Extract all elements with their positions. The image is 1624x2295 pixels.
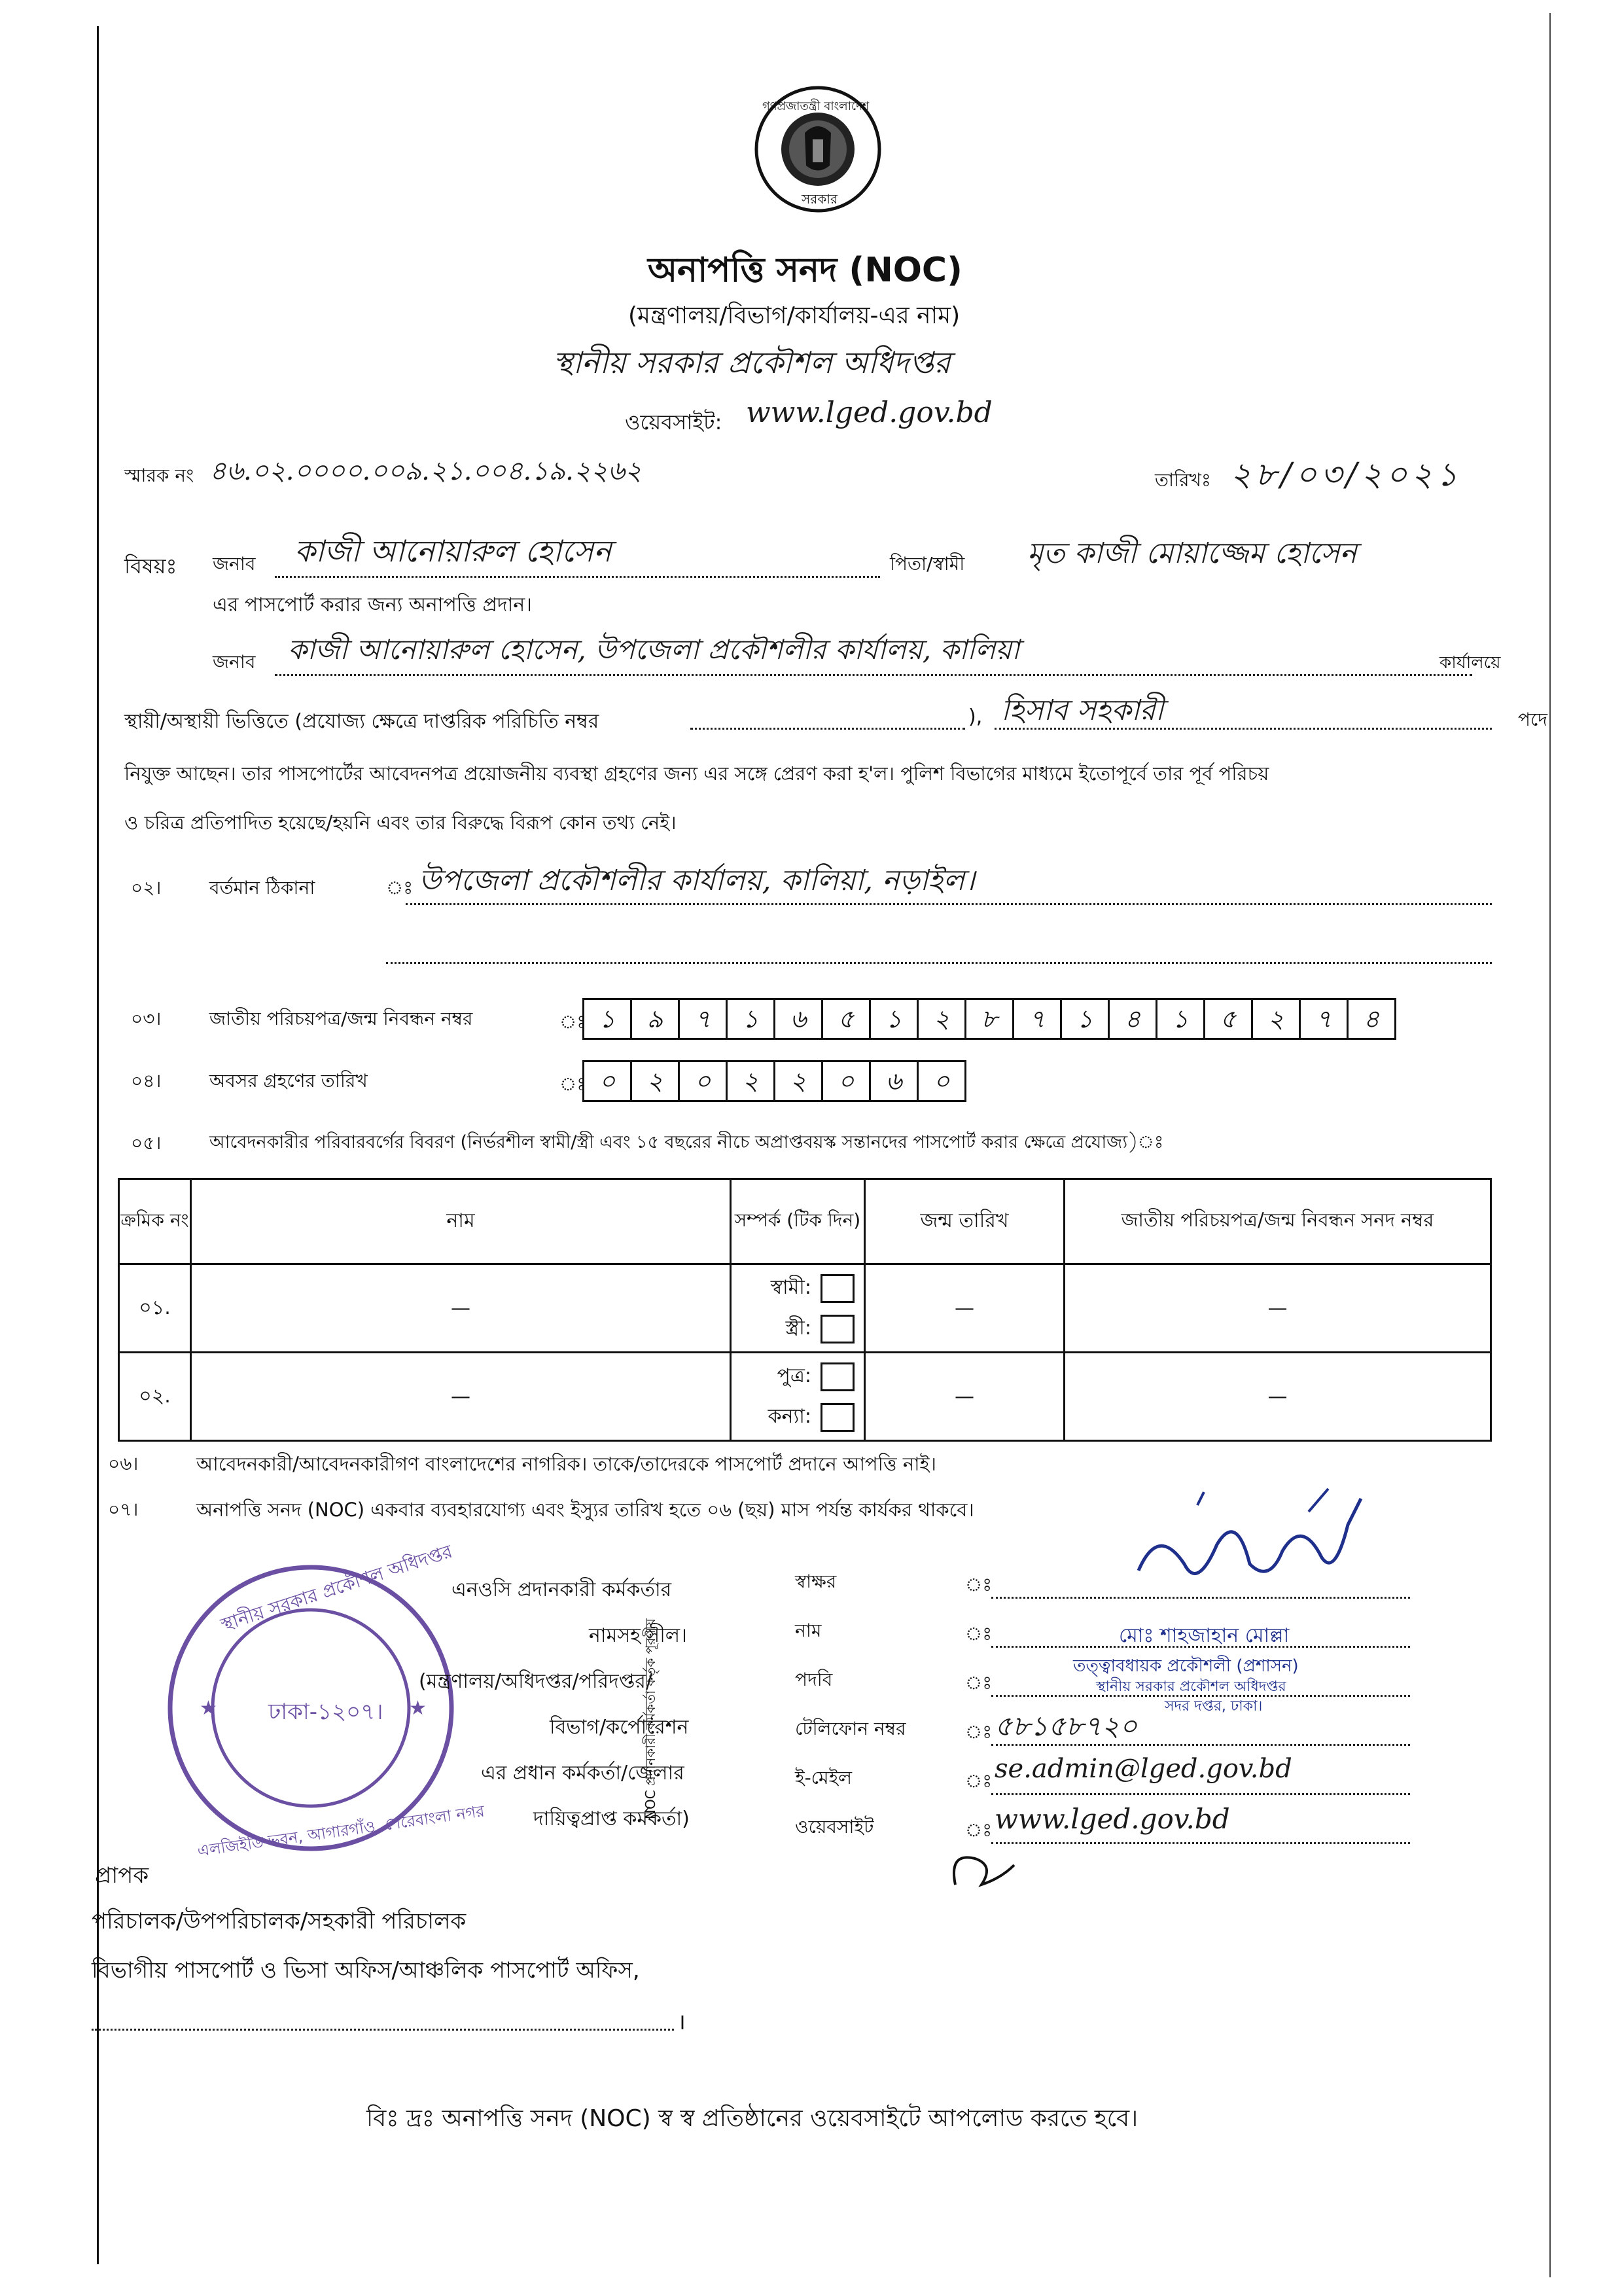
item03-number: ০৩। — [131, 1008, 162, 1029]
retire-digit: ০ — [821, 1060, 871, 1102]
item06-number: ০৬। — [108, 1453, 139, 1474]
row-dob: — — [865, 1353, 1065, 1441]
date-value: ২৮/০৩/২০২১ — [1230, 455, 1462, 493]
nid-digit: ১ — [869, 998, 919, 1040]
nid-digit: ৭ — [1012, 998, 1062, 1040]
field-website-dots — [991, 1842, 1410, 1844]
website-value: www.lged.gov.bd — [746, 396, 993, 429]
header-dob: জন্ম তারিখ — [865, 1179, 1065, 1264]
retire-digit: ০ — [678, 1060, 728, 1102]
issuer-vertical-note: NOC প্রদানকারী কর্মকর্তা কর্তৃক পূরণীয় — [643, 1618, 658, 1819]
subject-name: কাজী আনোয়ারুল হোসেন — [294, 533, 612, 569]
relation-daughter-checkbox[interactable] — [821, 1403, 855, 1432]
header-serial: ক্রমিক নং — [119, 1179, 191, 1264]
field-email-label: ই-মেইল — [795, 1767, 853, 1788]
nid-digit: ১ — [1060, 998, 1110, 1040]
para-line4: ও চরিত্র প্রতিপাদিত হয়েছে/হয়নি এবং তার বিরুদ্ধে বিরূপ কোন তথ্য নেই। — [124, 811, 677, 834]
item02-value: উপজেলা প্রকৌশলীর কার্যালয়, কালিয়া, নড়াইল। — [419, 864, 975, 897]
subject-line2: এর পাসপোর্ট করার জন্য অনাপত্তি প্রদান। — [213, 594, 532, 616]
item03-label: জাতীয় পরিচয়পত্র/জন্ম নিবন্ধন নম্বর — [209, 1008, 473, 1029]
page-subtitle: (মন্ত্রণালয়/বিভাগ/কার্যালয়-এর নাম) — [628, 302, 961, 329]
row-nid: — — [1065, 1353, 1491, 1441]
para-name-office: কাজী আনোয়ারুল হোসেন, উপজেলা প্রকৌশলীর কার্যালয়, কালিয়া — [288, 633, 1020, 666]
row-relation — [731, 1264, 865, 1353]
para-name-dots — [275, 674, 1472, 676]
row-relation — [731, 1353, 865, 1441]
office-name: স্থানীয় সরকার প্রকৌশল অধিদপ্তর — [553, 345, 951, 380]
para-janab: জনাব — [213, 651, 256, 673]
nid-digit: ১ — [1156, 998, 1205, 1040]
item07-text: অনাপত্তি সনদ (NOC) একবার ব্যবহারযোগ্য এবং ইস্যুর তারিখ হতে ০৬ (ছয়) মাস পর্যন্ত কার্যকর থাকবে। — [196, 1499, 974, 1521]
nid-digit: ৪ — [1108, 998, 1157, 1040]
para-designation: হিসাব সহকারী — [1001, 694, 1164, 727]
nid-digit: ১ — [726, 998, 775, 1040]
field-phone-colon: ঃ — [965, 1721, 993, 1743]
field-phone-value: ৫৮১৫৮৭২০ — [995, 1710, 1138, 1742]
field-designation-value: তত্ত্বাবধায়ক প্রকৌশলী (প্রশাসন) — [1073, 1656, 1299, 1676]
family-table-header — [119, 1179, 1491, 1264]
item02-dots-2 — [386, 962, 1492, 964]
issuer-line-3: (মন্ত্রণালয়/অধিদপ্তর/পরিদপ্তর/ — [419, 1670, 653, 1693]
relation-son-checkbox[interactable] — [821, 1362, 855, 1391]
item02-number: ০২। — [131, 877, 162, 898]
retire-digit: ২ — [630, 1060, 680, 1102]
para-office-suffix: কার্যালয়ে — [1439, 653, 1501, 673]
recipient-label: প্রাপক — [95, 1862, 149, 1889]
stamp-office-line: স্থানীয় সরকার প্রকৌশল অধিদপ্তর — [1096, 1679, 1286, 1695]
field-designation-colon: ঃ — [965, 1672, 993, 1694]
item04-label: অবসর গ্রহণের তারিখ — [209, 1070, 368, 1092]
header-relation: সম্পর্ক (টিক দিন) — [731, 1179, 865, 1264]
header-name: নাম — [191, 1179, 731, 1264]
header-nid: জাতীয় পরিচয়পত্র/জন্ম নিবন্ধন সনদ নম্বর — [1065, 1179, 1491, 1264]
issuer-line-5: এর প্রধান কর্মকর্তা/জেলার — [481, 1762, 684, 1785]
subject-janab: জনাব — [213, 553, 256, 575]
item02-dots-1 — [406, 903, 1492, 905]
nid-digit: ৭ — [678, 998, 728, 1040]
row-name: — — [191, 1264, 731, 1353]
nid-digit: ৬ — [773, 998, 823, 1040]
nid-digit: ৪ — [1347, 998, 1396, 1040]
memo-label: স্মারক নং — [124, 465, 194, 486]
issuer-line-1: এনওসি প্রদানকারী কর্মকর্তার — [451, 1578, 672, 1601]
row-nid: — — [1065, 1264, 1491, 1353]
nid-digit: ২ — [917, 998, 966, 1040]
nid-digit: ৮ — [964, 998, 1014, 1040]
retire-digit: ৬ — [869, 1060, 919, 1102]
row-dob: — — [865, 1264, 1065, 1353]
item07-number: ০৭। — [108, 1499, 139, 1520]
date-label: তারিখঃ — [1155, 469, 1211, 491]
item05-number: ০৫। — [131, 1132, 162, 1154]
field-email-value: se.admin@lged.gov.bd — [995, 1754, 1292, 1784]
table-row — [119, 1353, 1491, 1441]
item02-label: বর্তমান ঠিকানা — [209, 877, 315, 898]
nid-digit: ৫ — [1203, 998, 1253, 1040]
recipient-line1: পরিচালক/উপপরিচালক/সহকারী পরিচালক — [92, 1908, 467, 1934]
row-name: — — [191, 1353, 731, 1441]
subject-label: বিষয়ঃ — [124, 554, 177, 578]
para-line2-close: ), — [968, 705, 983, 728]
round-seal-center: ঢাকা-১২০৭। — [268, 1699, 383, 1725]
field-designation-label: পদবি — [795, 1669, 833, 1690]
svg-text:★: ★ — [409, 1697, 427, 1720]
subject-father-value: মৃত কাজী মোয়াজ্জেম হোসেন — [1027, 537, 1357, 570]
recipient-dots — [92, 2029, 674, 2031]
round-seal-bottom: এলজিইডি ভবন, আগারগাঁও, শেরেবাংলা নগর — [196, 1802, 486, 1860]
field-name-value: মোঃ শাহজাহান মোল্লা — [1119, 1624, 1290, 1647]
right-border-line — [1549, 13, 1551, 2277]
para-line2-dots — [690, 728, 965, 730]
issuer-line-2: নামসহ সীল। — [589, 1624, 687, 1647]
initials-icon — [942, 1839, 1027, 1898]
seal-ring-text: গণপ্রজাতন্ত্রী বাংলাদেশ — [762, 99, 870, 113]
row-serial: ০২. — [119, 1353, 191, 1441]
para-line2-start: স্থায়ী/অস্থায়ী ভিত্তিতে (প্রযোজ্য ক্ষেত্রে দাপ্তরিক পরিচিতি নম্বর — [124, 710, 599, 733]
relation-daughter-label: কন্যা: — [768, 1405, 811, 1428]
field-name-label: নাম — [795, 1620, 822, 1641]
row-serial: ০১. — [119, 1264, 191, 1353]
relation-husband-checkbox[interactable] — [821, 1274, 855, 1303]
nid-digit: ১ — [582, 998, 632, 1040]
nid-boxes — [582, 998, 1394, 1040]
seal-bottom-text: সরকার — [802, 191, 838, 207]
field-website-label: ওয়েবসাইট — [795, 1816, 874, 1838]
initials-mark — [942, 1839, 1027, 1898]
svg-text:★: ★ — [200, 1697, 217, 1720]
table-row — [119, 1264, 1491, 1353]
website-label: ওয়েবসাইট: — [625, 410, 722, 435]
field-email-colon: ঃ — [965, 1770, 993, 1792]
subject-father-label: পিতা/স্বামী — [890, 553, 965, 575]
nid-digit: ৭ — [1299, 998, 1349, 1040]
nid-digit: ৯ — [630, 998, 680, 1040]
field-phone-label: টেলিফোন নম্বর — [795, 1718, 906, 1739]
item03-colon: ঃ — [559, 1011, 587, 1033]
retire-digit: ০ — [917, 1060, 966, 1102]
subject-name-dots — [275, 576, 880, 578]
recipient-line2: বিভাগীয় পাসপোর্ট ও ভিসা অফিস/আঞ্চলিক পাসপোর্ট অফিস, — [92, 1957, 640, 1984]
page-title: অনাপত্তি সনদ (NOC) — [648, 251, 962, 290]
para-line2-end: পদে — [1518, 709, 1547, 730]
para-designation-dots — [995, 728, 1492, 730]
item05-label: আবেদনকারীর পরিবারবর্গের বিবরণ (নির্ভরশীল স্বামী/স্ত্রী এবং ১৫ বছরের নীচে অপ্রাপ্তবয়স্ক সন্তানদের পাসপোর্ট করার ক্ষেত্রে প্রযোজ্য)ঃ — [209, 1132, 1164, 1152]
item04-number: ০৪। — [131, 1070, 162, 1092]
item06-text: আবেদনকারী/আবেদনকারীগণ বাংলাদেশের নাগরিক। তাকে/তাদেরকে পাসপোর্ট প্রদানে আপত্তি নাই। — [196, 1453, 937, 1475]
recipient-line3: । — [677, 2009, 686, 2035]
issuer-line-4: বিভাগ/কর্পোরেশন — [550, 1716, 689, 1739]
field-email-dots — [991, 1793, 1410, 1795]
field-signature-colon: ঃ — [965, 1574, 993, 1595]
nid-digit: ২ — [1251, 998, 1301, 1040]
retire-digit: ২ — [726, 1060, 775, 1102]
relation-husband-label: স্বামী: — [770, 1276, 811, 1299]
footer-note: বিঃ দ্রঃ অনাপত্তি সনদ (NOC) স্ব স্ব প্রতিষ্ঠানের ওয়েবসাইটে আপলোড করতে হবে। — [366, 2105, 1139, 2132]
memo-value: ৪৬.০২.০০০০.০০৯.২১.০০৪.১৯.২২৬২ — [209, 456, 642, 486]
retire-date-boxes — [582, 1060, 964, 1102]
item02-colon: ঃ — [386, 877, 414, 898]
para-line3: নিযুক্ত আছেন। তার পাসপোর্টের আবেদনপত্র প্রয়োজনীয় ব্যবস্থা গ্রহণের জন্য এর সঙ্গে প্রেরণ করা হ'ল। পুলিশ বিভাগের মাধ্যমে ইতোপূর্বে তার পূর্ব পরিচয় — [124, 762, 1269, 785]
field-name-colon: ঃ — [965, 1623, 993, 1645]
relation-wife-checkbox[interactable] — [821, 1315, 855, 1343]
signature-image — [1112, 1486, 1374, 1610]
field-signature-label: স্বাক্ষর — [795, 1571, 837, 1592]
family-table — [118, 1178, 1492, 1442]
nid-digit: ৫ — [821, 998, 871, 1040]
round-seal-top: স্থানীয় সরকার প্রকৌশল অধিদপ্তর — [218, 1540, 455, 1636]
item04-colon: ঃ — [559, 1073, 587, 1095]
relation-son-label: পুত্র: — [777, 1364, 811, 1387]
issuer-line-6: দায়িত্বপ্রাপ্ত কর্মকর্তা) — [533, 1807, 690, 1830]
relation-wife-label: স্ত্রী: — [785, 1317, 811, 1340]
field-website-value: www.lged.gov.bd — [995, 1803, 1230, 1835]
stamp-address-line: সদর দপ্তর, ঢাকা। — [1165, 1698, 1263, 1715]
retire-digit: ০ — [582, 1060, 632, 1102]
field-website-colon: ঃ — [965, 1819, 993, 1841]
retire-digit: ২ — [773, 1060, 823, 1102]
signature-icon — [1112, 1486, 1374, 1610]
